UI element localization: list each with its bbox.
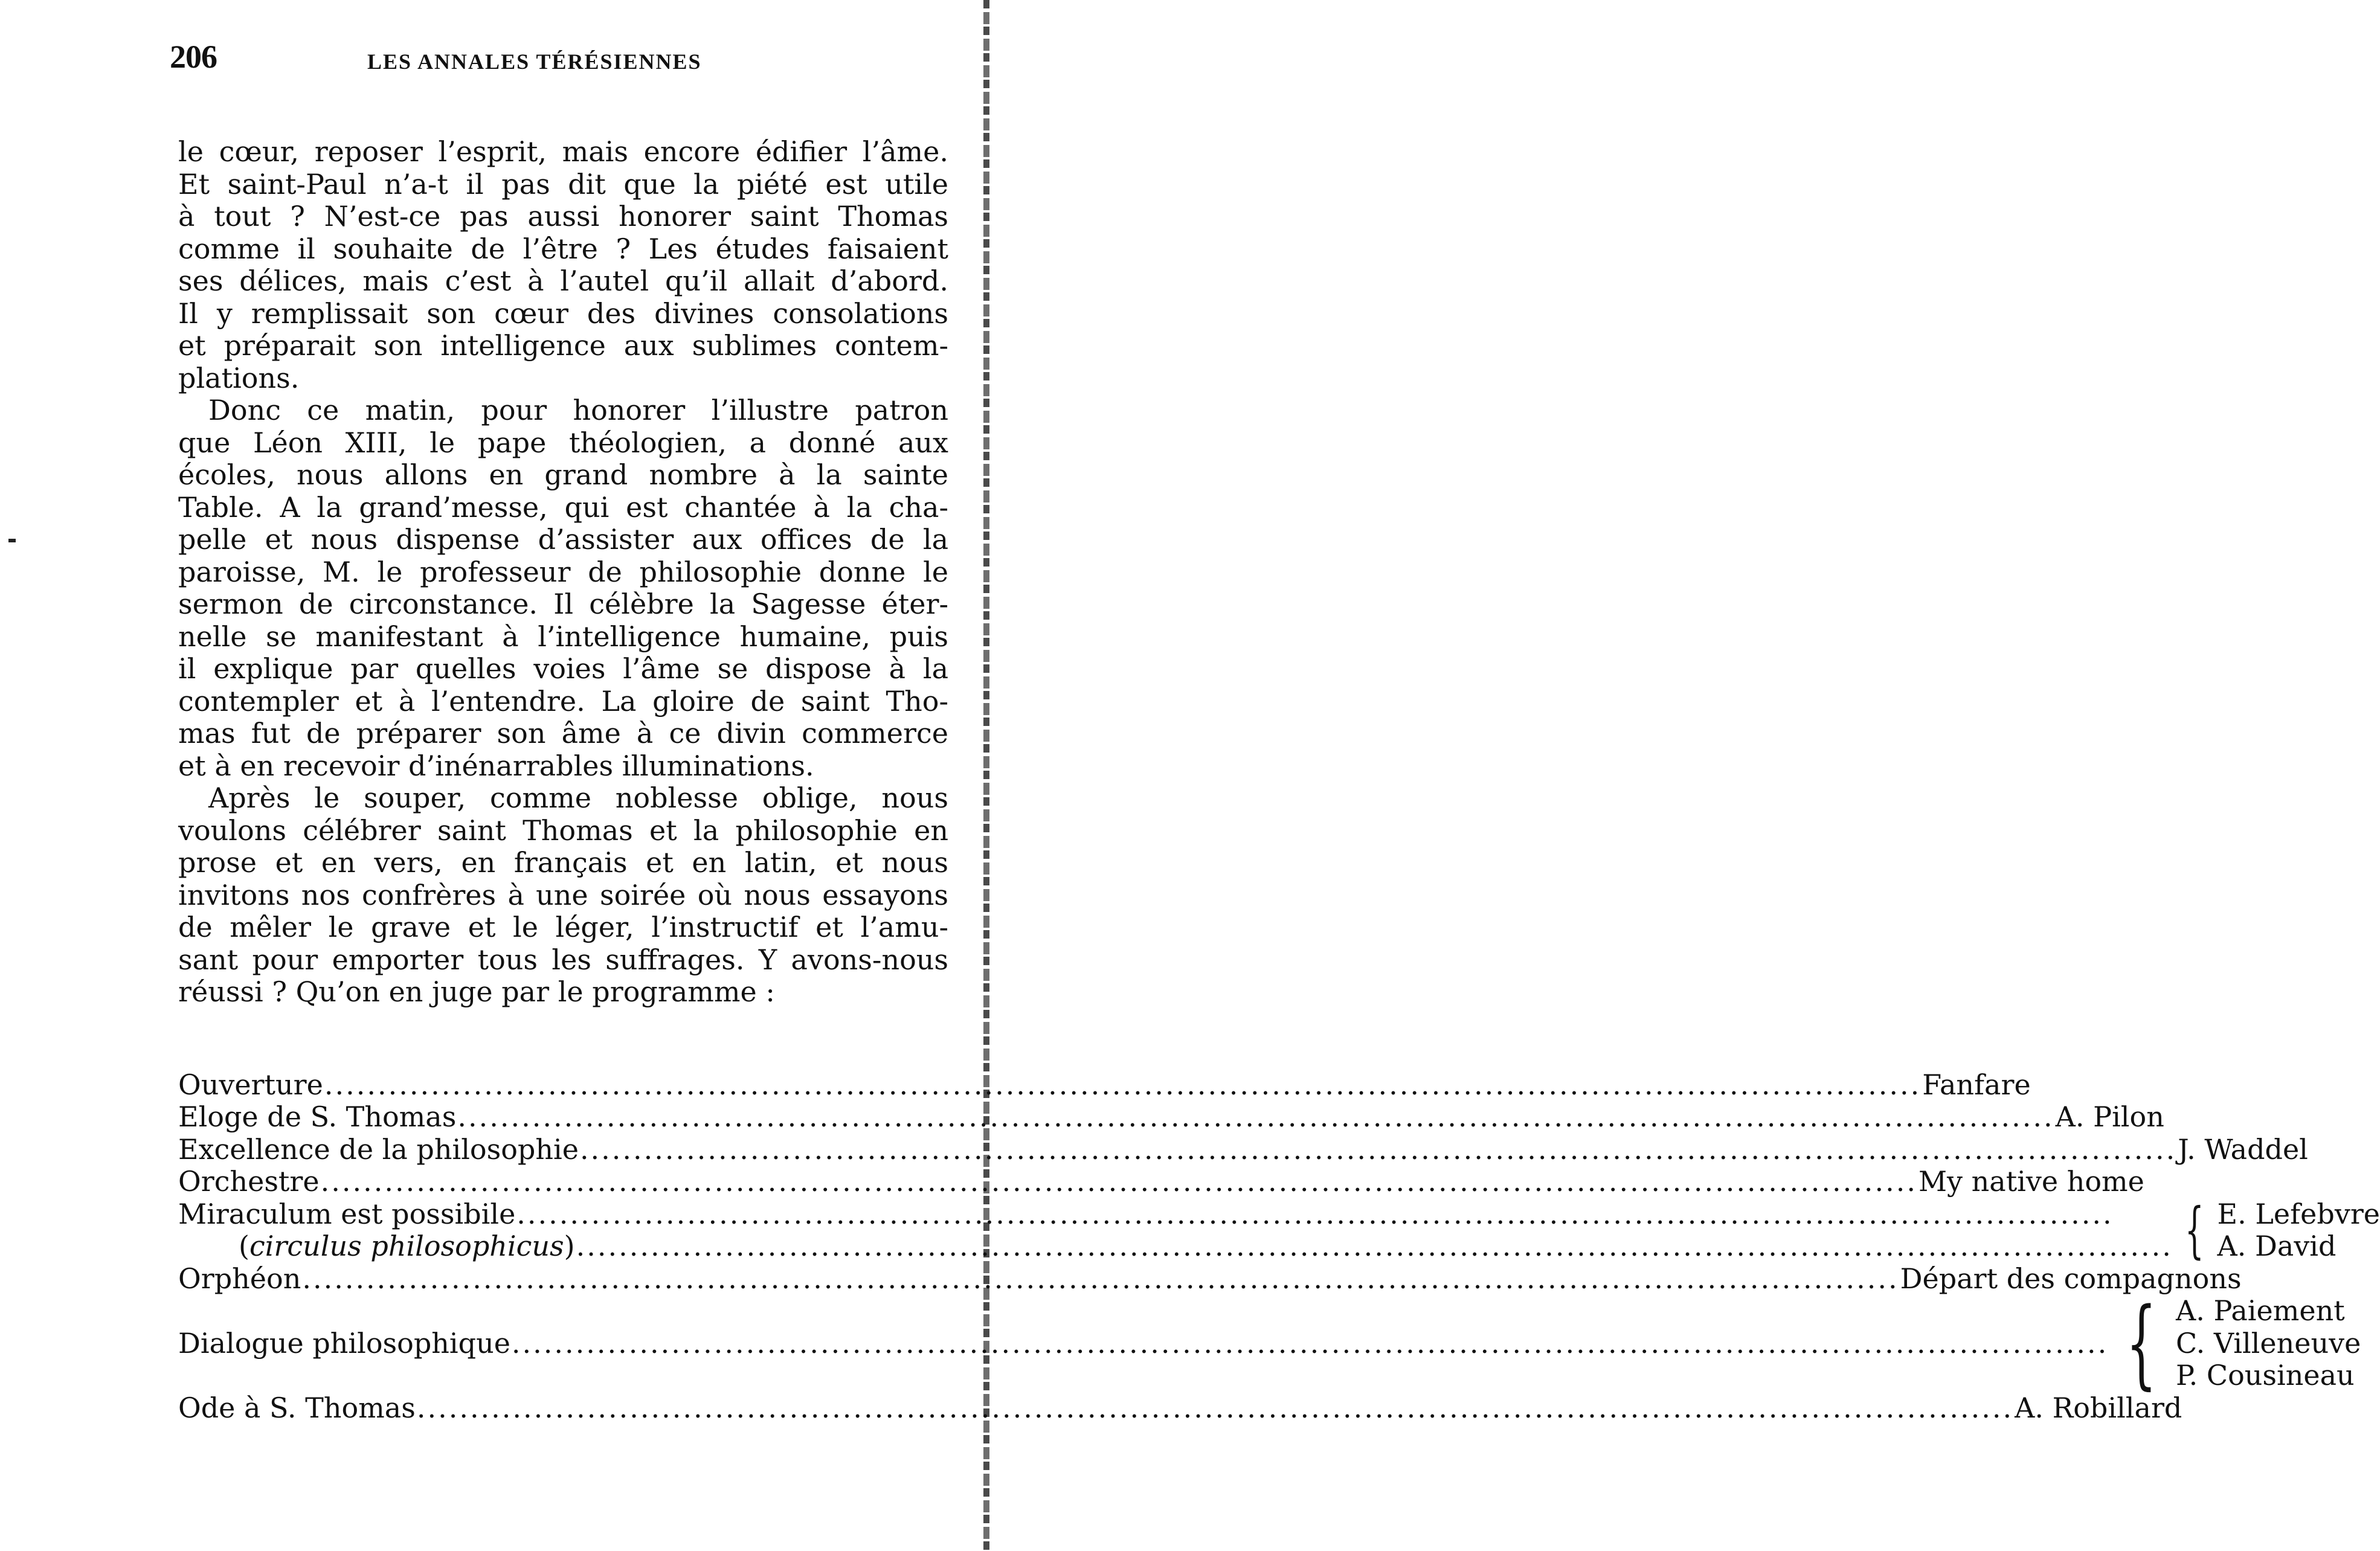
program-item-performer: Départ des compagnons	[1900, 1262, 2242, 1295]
program-item-dialogue	[178, 1286, 2361, 1400]
program-item-miraculum	[178, 1195, 2380, 1265]
text-line: Table. A la grand’messe, qui est chantée à la cha-	[178, 490, 948, 524]
program-item-title: Excellence de la philosophie	[178, 1132, 579, 1166]
text-line: réussi ? Qu’on en juge par le programme :	[178, 975, 775, 1008]
text-line: plations.	[178, 361, 300, 394]
brace-glyph: {	[2184, 1195, 2204, 1265]
leader-dots	[516, 1198, 2173, 1231]
text-line: invitons nos confrères à une soirée où nous essayons	[178, 878, 948, 911]
text-line: nelle se manifestant à l’intelligence humaine, puis	[178, 620, 948, 653]
leader-dots	[324, 1069, 1921, 1102]
program-item	[178, 1165, 2144, 1198]
program-item	[178, 1100, 2164, 1134]
text-line: écoles, nous allons en grand nombre à la sainte	[178, 458, 948, 491]
leader-dots	[321, 1166, 1917, 1198]
leader-dots	[512, 1328, 2108, 1360]
text-line: pelle et nous dispense d’assister aux offices de la	[178, 523, 948, 556]
program-item	[178, 1132, 2308, 1166]
text-line: sant pour emporter tous les suffrages. Y avons-nous	[178, 943, 948, 976]
text-line: contempler et à l’entendre. La gloire de saint Tho-	[178, 684, 948, 718]
program-item-performer: A. Paiement	[2176, 1294, 2345, 1327]
program-item-performer: E. Lefebvre	[2217, 1197, 2380, 1230]
margin-speck	[8, 539, 16, 542]
leader-dots	[302, 1263, 1899, 1296]
program-list	[178, 1068, 2380, 1425]
program-item-performer: C. Villeneuve	[2176, 1326, 2361, 1360]
paragraph-1	[178, 136, 948, 394]
text-line: Donc ce matin, pour honorer l’illustre patron	[208, 394, 948, 426]
performer-group	[2176, 1295, 2361, 1392]
paragraph-2	[178, 394, 948, 782]
running-title: LES ANNALES TÉRÉSIENNES	[367, 50, 702, 74]
program-item-performer: A. Pilon	[2055, 1100, 2164, 1133]
program-item-title: Orchestre	[178, 1165, 320, 1198]
program-item-title: Miraculum est possibile	[178, 1197, 516, 1230]
paragraph-3	[178, 782, 948, 1009]
leader-dots	[576, 1230, 2173, 1263]
text-line: Et saint-Paul n’a-t il pas dit que la piété est utile	[178, 167, 948, 201]
leader-dots	[580, 1134, 2176, 1166]
text-line: comme il souhaite de l’être ? Les études faisaient	[178, 232, 948, 265]
program-item-performer: Fanfare	[1922, 1068, 2031, 1101]
text-line: que Léon XIII, le pape théologien, a donné aux	[178, 426, 948, 459]
text-line: et à en recevoir d’inénarrables illuminations.	[178, 749, 814, 782]
text-line: paroisse, M. le professeur de philosophie donne le	[178, 555, 948, 588]
text-line: prose et en vers, en français et en latin, et nous	[178, 846, 948, 879]
text-line: voulons célébrer saint Thomas et la philosophie en	[178, 814, 948, 847]
program-item-performer: My native home	[1918, 1165, 2144, 1198]
text-line: et préparait son intelligence aux sublimes contem-	[178, 329, 948, 362]
text-line: le cœur, reposer l’esprit, mais encore édifier l’âme.	[178, 135, 948, 168]
leader-dots	[417, 1392, 2013, 1425]
text-line: à tout ? N’est-ce pas aussi honorer saint Thomas	[178, 200, 948, 233]
program-item-title: Ode à S. Thomas	[178, 1391, 416, 1424]
program-item-performer: A. David	[2217, 1230, 2337, 1262]
program-item	[178, 1262, 2242, 1296]
text-line: il explique par quelles voies l’âme se dispose à la	[178, 652, 948, 685]
text-line: sermon de circonstance. Il célèbre la Sagesse éter-	[178, 588, 948, 620]
leader-dots	[457, 1101, 2054, 1134]
program-item	[178, 1068, 2031, 1102]
book-page	[170, 33, 2380, 1424]
program-item-subtitle: (circulus philosophicus)	[239, 1230, 575, 1262]
text-line: Après le souper, comme noblesse oblige, nous	[208, 782, 948, 814]
page-edge-shadow	[983, 0, 989, 1551]
program-item-title: Dialogue philosophique	[178, 1326, 510, 1360]
program-item-title: Eloge de S. Thomas	[178, 1100, 457, 1133]
text-line: mas fut de préparer son âme à ce divin commerce	[178, 717, 948, 750]
program-item-title: Ouverture	[178, 1068, 323, 1101]
body-text	[178, 136, 948, 1009]
text-line: de mêler le grave et le léger, l’instructif et l’amu-	[178, 911, 948, 943]
text-line: Il y remplissait son cœur des divines consolations	[178, 297, 948, 330]
performer-group	[2218, 1198, 2380, 1263]
program-item	[178, 1391, 2182, 1425]
brace-glyph: {	[2126, 1286, 2157, 1400]
program-item-performer: P. Cousineau	[2176, 1359, 2355, 1392]
program-item-title: Orphéon	[178, 1262, 301, 1295]
program-item-performer: J. Waddel	[2178, 1132, 2308, 1166]
page-number: 206	[170, 39, 217, 75]
text-line: ses délices, mais c’est à l’autel qu’il allait d’abord.	[178, 265, 948, 297]
running-header	[170, 33, 948, 75]
program-item-performer: A. Robillard	[2015, 1391, 2182, 1424]
